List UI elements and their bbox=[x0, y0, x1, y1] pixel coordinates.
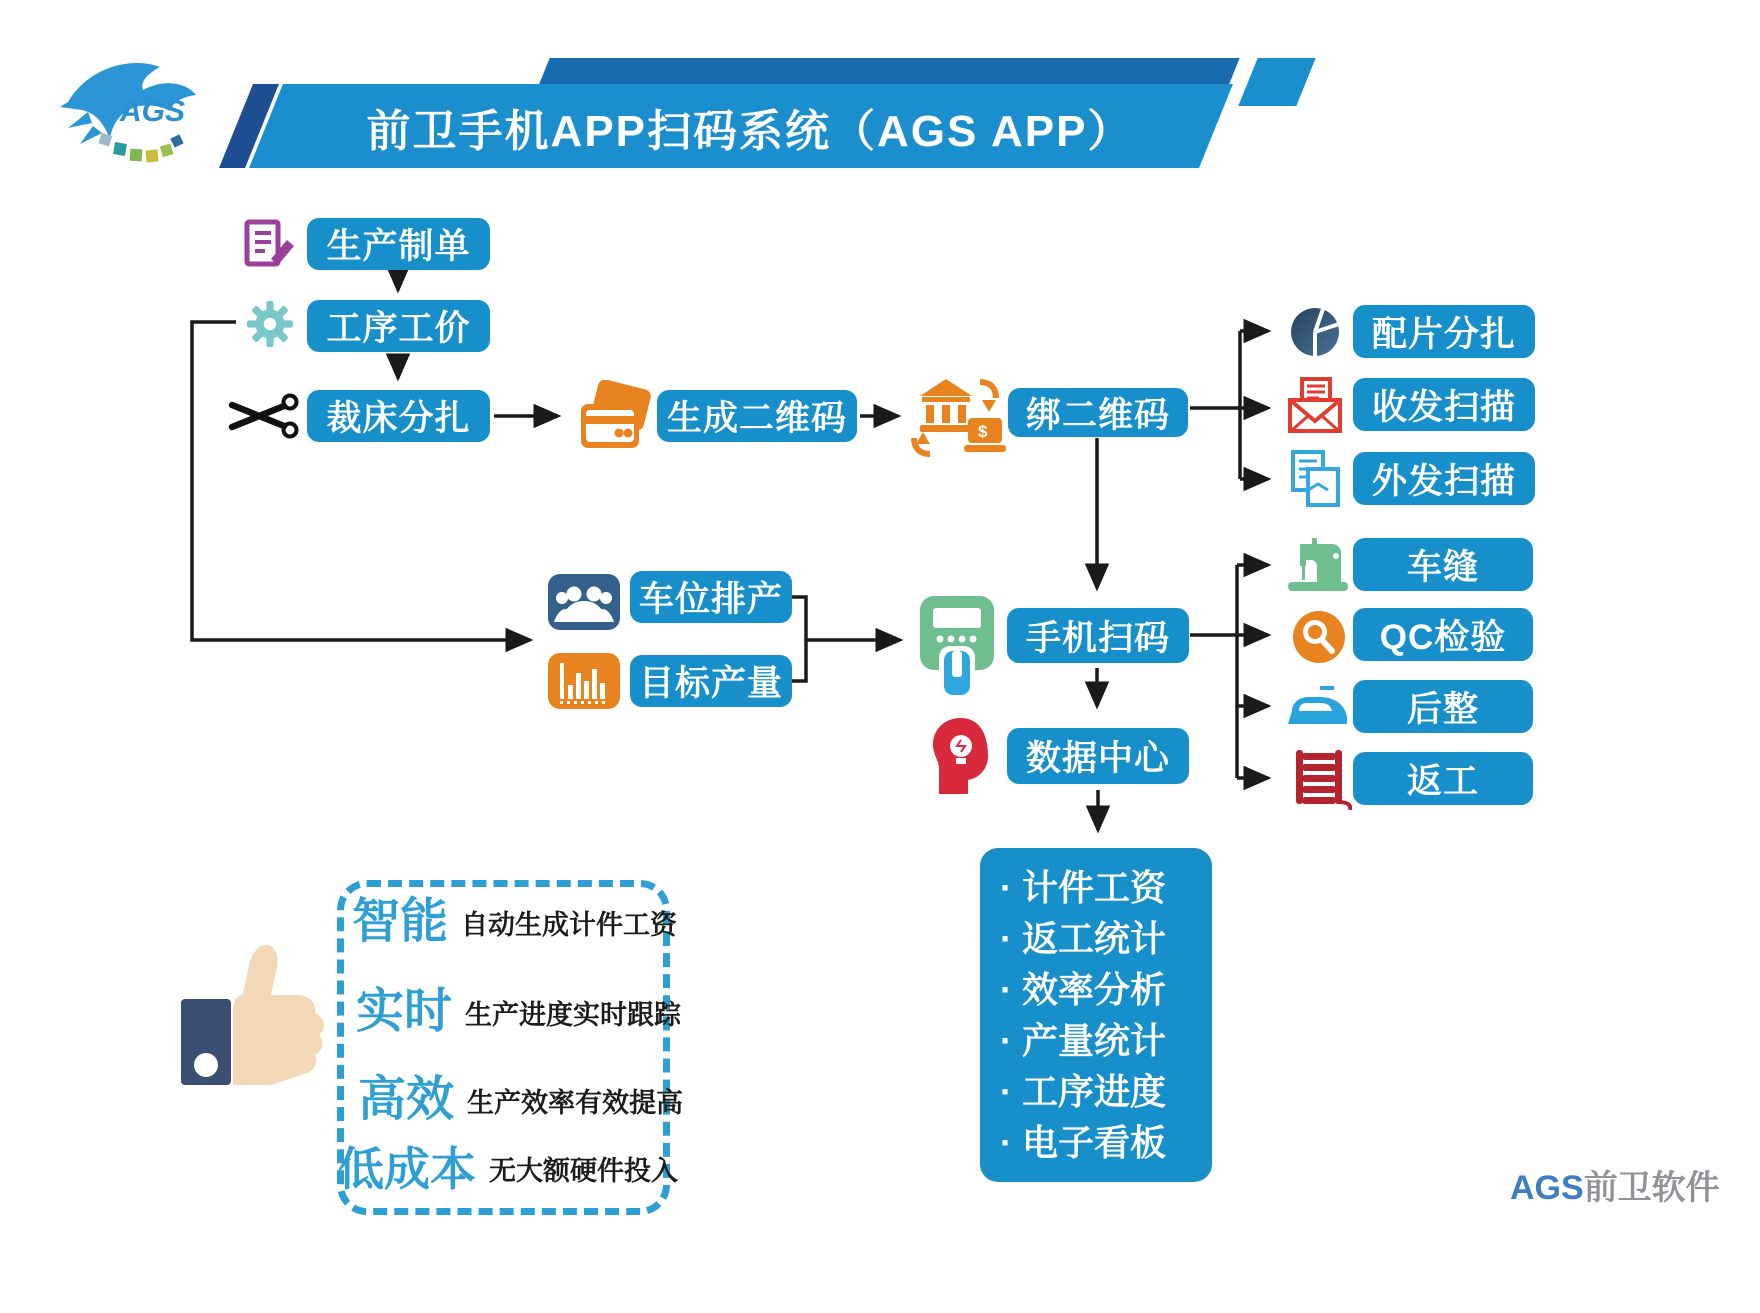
flow-node-rework: 返工 bbox=[1353, 752, 1533, 805]
flow-node-data-center: 数据中心 bbox=[1007, 728, 1189, 784]
slide-title: 前卫手机APP扫码系统（AGS APP） bbox=[366, 107, 1134, 156]
brand-watermark bbox=[1510, 1160, 1720, 1209]
brand-watermark-en: AGS bbox=[1510, 1169, 1584, 1207]
flow-node-bind-qr: 绑二维码 bbox=[1008, 388, 1188, 437]
output-item: · 电子看板 bbox=[1000, 1122, 1167, 1163]
brand-watermark-cn: 前卫软件 bbox=[1583, 1169, 1720, 1207]
flow-node-cutting-bundle: 裁床分扎 bbox=[307, 390, 490, 442]
output-item: · 返工统计 bbox=[1000, 918, 1167, 959]
output-item: · 产量统计 bbox=[1000, 1020, 1167, 1061]
flow-node-process-price: 工序工价 bbox=[307, 300, 490, 352]
flow-node-receive-send-scan: 收发扫描 bbox=[1353, 378, 1535, 431]
flow-node-generate-qr: 生成二维码 bbox=[657, 390, 857, 442]
benefit-row-lowcost: 低成本 无大额硬件投入 bbox=[338, 1143, 678, 1195]
logo-text: AGS bbox=[120, 95, 186, 128]
flow-node-production-order: 生产制单 bbox=[307, 218, 490, 270]
flow-node-qc-inspection: QC检验 bbox=[1353, 608, 1533, 661]
svg-text:$: $ bbox=[978, 422, 988, 441]
flow-node-finishing: 后整 bbox=[1353, 680, 1533, 733]
benefit-row-realtime: 实时 生产进度实时跟踪 bbox=[356, 985, 682, 1038]
benefit-row-smart: 智能 自动生成计件工资 bbox=[352, 895, 678, 948]
benefit-row-efficient: 高效 生产效率有效提高 bbox=[358, 1073, 684, 1126]
flow-node-outsource-scan: 外发扫描 bbox=[1353, 452, 1535, 505]
flow-node-mobile-scan: 手机扫码 bbox=[1007, 608, 1189, 663]
flow-node-seat-scheduling: 车位排产 bbox=[630, 571, 792, 623]
output-item: · 效率分析 bbox=[1000, 969, 1167, 1010]
flow-node-sewing: 车缝 bbox=[1353, 538, 1533, 591]
output-item: · 计件工资 bbox=[1000, 867, 1167, 908]
flow-node-piece-bundle: 配片分扎 bbox=[1353, 305, 1535, 358]
data-center-outputs-box bbox=[980, 848, 1212, 1182]
output-item: · 工序进度 bbox=[1000, 1071, 1167, 1112]
flow-node-target-output: 目标产量 bbox=[630, 655, 792, 707]
